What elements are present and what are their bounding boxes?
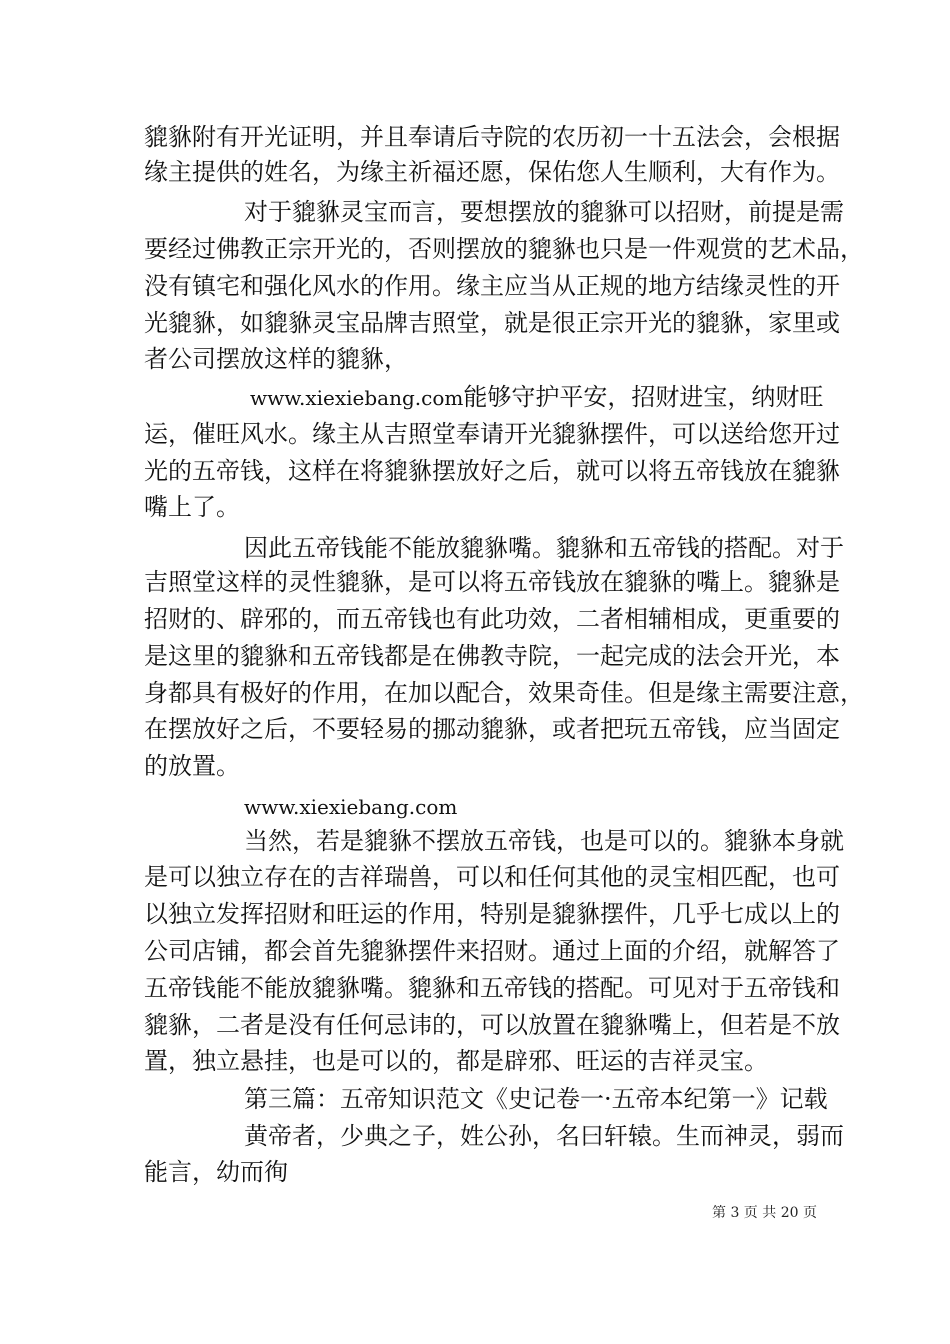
- section-heading: 第三篇：五帝知识范文《史记卷一·五帝本纪第一》记载: [244, 1085, 828, 1113]
- text-line: 对于貔貅灵宝而言，要想摆放的貔貅可以招财，前提是需: [244, 198, 844, 226]
- text-line: 缘主提供的姓名，为缘主祈福还愿，保佑您人生顺利，大有作为。: [144, 158, 840, 186]
- text-line: 身都具有极好的作用，在加以配合，效果奇佳。但是缘主需要注意，: [144, 679, 864, 707]
- text-line: 公司店铺，都会首先貔貅摆件来招财。通过上面的介绍，就解答了: [144, 937, 840, 965]
- text-line: 五帝钱能不能放貔貅嘴。貔貅和五帝钱的搭配。可见对于五帝钱和: [144, 974, 840, 1002]
- text-line: 者公司摆放这样的貔貅，: [144, 345, 408, 373]
- text-line: 置，独立悬挂，也是可以的，都是辟邪、旺运的吉祥灵宝。: [144, 1047, 768, 1075]
- text-line: 当然，若是貔貅不摆放五帝钱，也是可以的。貔貅本身就: [244, 827, 844, 855]
- text-line: 光的五帝钱，这样在将貔貅摆放好之后，就可以将五帝钱放在貔貅: [144, 457, 840, 485]
- text-line: 运，催旺风水。缘主从吉照堂奉请开光貔貅摆件，可以送给您开过: [144, 420, 840, 448]
- text-line: 在摆放好之后，不要轻易的挪动貔貅，或者把玩五帝钱，应当固定: [144, 715, 840, 743]
- text-line: 以独立发挥招财和旺运的作用，特别是貔貅摆件，几乎七成以上的: [144, 900, 840, 928]
- text-line: 是这里的貔貅和五帝钱都是在佛教寺院，一起完成的法会开光，本: [144, 642, 840, 670]
- text-line-segment: 能够守护平安，招财进宝，纳财旺: [463, 383, 824, 411]
- text-line: 貔貅附有开光证明，并且奉请后寺院的农历初一十五法会，会根据: [144, 123, 840, 151]
- text-line: 要经过佛教正宗开光的，否则摆放的貔貅也只是一件观赏的艺术品，: [144, 235, 864, 263]
- text-line: 黄帝者，少典之子，姓公孙，名曰轩辕。生而神灵，弱而: [244, 1122, 844, 1150]
- text-line: 没有镇宅和强化风水的作用。缘主应当从正规的地方结缘灵性的开: [144, 272, 840, 300]
- text-line: 的放置。: [144, 752, 240, 780]
- text-line: 能言，幼而徇: [144, 1158, 288, 1186]
- text-line: 嘴上了。: [144, 493, 240, 521]
- text-line: 因此五帝钱能不能放貔貅嘴。貔貅和五帝钱的搭配。对于: [244, 534, 844, 562]
- text-line: [250, 382, 823, 413]
- text-line: 吉照堂这样的灵性貔貅，是可以将五帝钱放在貔貅的嘴上。貔貅是: [144, 568, 840, 596]
- text-line: 貔貅，二者是没有任何忌讳的，可以放置在貔貅嘴上，但若是不放: [144, 1011, 840, 1039]
- page-number: 第 3 页 共 20 页: [712, 1205, 817, 1221]
- text-line: 是可以独立存在的吉祥瑞兽，可以和任何其他的灵宝相匹配，也可: [144, 863, 840, 891]
- website-url: www.xiexiebang.com: [244, 795, 458, 819]
- website-url: www.xiexiebang.com: [250, 386, 464, 410]
- text-line: 招财的、辟邪的，而五帝钱也有此功效，二者相辅相成，更重要的: [144, 605, 840, 633]
- text-line: 光貔貅，如貔貅灵宝品牌吉照堂，就是很正宗开光的貔貅，家里或: [144, 309, 840, 337]
